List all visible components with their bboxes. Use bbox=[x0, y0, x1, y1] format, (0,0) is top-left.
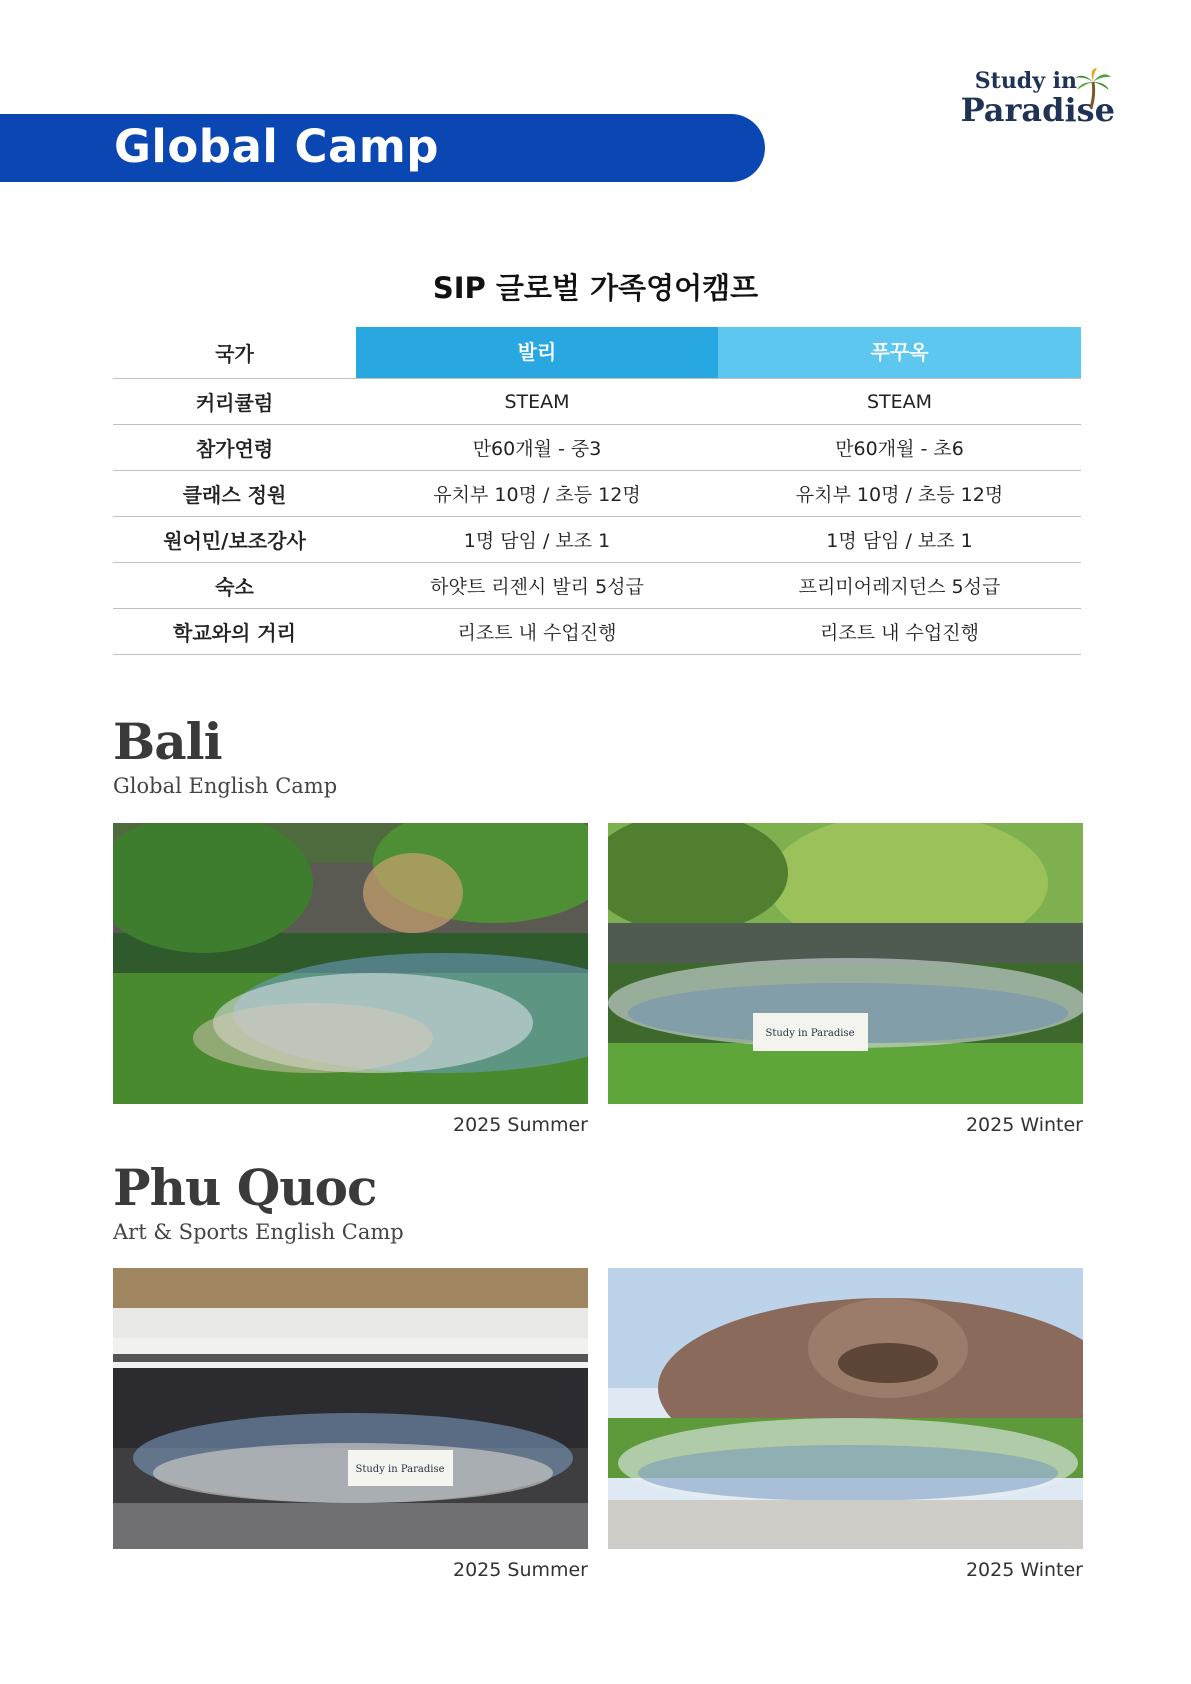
phuquoc-subtitle: Art & Sports English Camp bbox=[113, 1220, 404, 1244]
row-bali-value: 1명 담임 / 보조 1 bbox=[463, 530, 611, 552]
table-title: SIP 글로벌 가족영어캠프 bbox=[432, 271, 759, 305]
row-phuquoc-value: 만60개월 - 초6 bbox=[835, 438, 964, 460]
table-row bbox=[113, 471, 1081, 517]
phuquoc-winter-caption: 2025 Winter bbox=[965, 1559, 1083, 1581]
banner-title: Global Camp bbox=[114, 120, 439, 173]
phuquoc-summer-photo bbox=[113, 1268, 588, 1549]
logo-line2: Paradise bbox=[960, 91, 1115, 129]
row-bali-value: 리조트 내 수업진행 bbox=[457, 622, 617, 644]
table-row bbox=[113, 517, 1081, 563]
brand-logo bbox=[960, 68, 1115, 129]
table-row bbox=[113, 609, 1081, 655]
row-phuquoc-value: 프리미어레지던스 5성급 bbox=[798, 576, 1001, 598]
row-bali-value: 만60개월 - 중3 bbox=[472, 438, 602, 460]
table-row bbox=[113, 563, 1081, 609]
row-label: 숙소 bbox=[215, 575, 254, 599]
row-label: 클래스 정원 bbox=[182, 483, 287, 507]
bali-winter-banner-text: Study in Paradise bbox=[765, 1028, 855, 1039]
row-label: 원어민/보조강사 bbox=[163, 529, 306, 553]
row-bali-value: 하얏트 리젠시 발리 5성급 bbox=[430, 576, 644, 598]
row-label: 커리큘럼 bbox=[195, 391, 274, 415]
row-phuquoc-value: 1명 담임 / 보조 1 bbox=[826, 530, 973, 552]
row-phuquoc-value: STEAM bbox=[866, 390, 933, 413]
row-bali-value: 유치부 10명 / 초등 12명 bbox=[433, 484, 641, 506]
row-phuquoc-value: 유치부 10명 / 초등 12명 bbox=[795, 484, 1004, 506]
bali-winter-photo bbox=[608, 823, 1083, 1104]
logo-line1: Study in bbox=[974, 68, 1077, 94]
row-label: 참가연령 bbox=[195, 437, 274, 461]
row-bali-value: STEAM bbox=[504, 390, 570, 413]
bali-summer-photo bbox=[113, 823, 588, 1104]
bali-summer-caption: 2025 Summer bbox=[452, 1114, 588, 1136]
header-phuquoc: 푸꾸옥 bbox=[718, 327, 1081, 378]
phuquoc-title: Phu Quoc bbox=[113, 1158, 377, 1217]
palm-tree-icon bbox=[1075, 68, 1111, 108]
header-bali: 발리 bbox=[356, 327, 718, 378]
bali-subtitle: Global English Camp bbox=[113, 774, 338, 798]
phuquoc-winter-photo bbox=[608, 1268, 1083, 1549]
row-phuquoc-value: 리조트 내 수업진행 bbox=[820, 622, 979, 644]
section-banner bbox=[0, 114, 765, 182]
table-row bbox=[113, 425, 1081, 471]
phuquoc-summer-banner-text: Study in Paradise bbox=[355, 1464, 445, 1475]
camp-info-table bbox=[113, 327, 1081, 655]
table-header-row bbox=[113, 327, 1081, 379]
bali-title: Bali bbox=[113, 712, 222, 771]
header-label: 국가 bbox=[215, 342, 254, 366]
row-label: 학교와의 거리 bbox=[173, 621, 296, 645]
bali-winter-caption: 2025 Winter bbox=[965, 1114, 1083, 1136]
table-row bbox=[113, 379, 1081, 425]
phuquoc-summer-caption: 2025 Summer bbox=[452, 1559, 588, 1581]
